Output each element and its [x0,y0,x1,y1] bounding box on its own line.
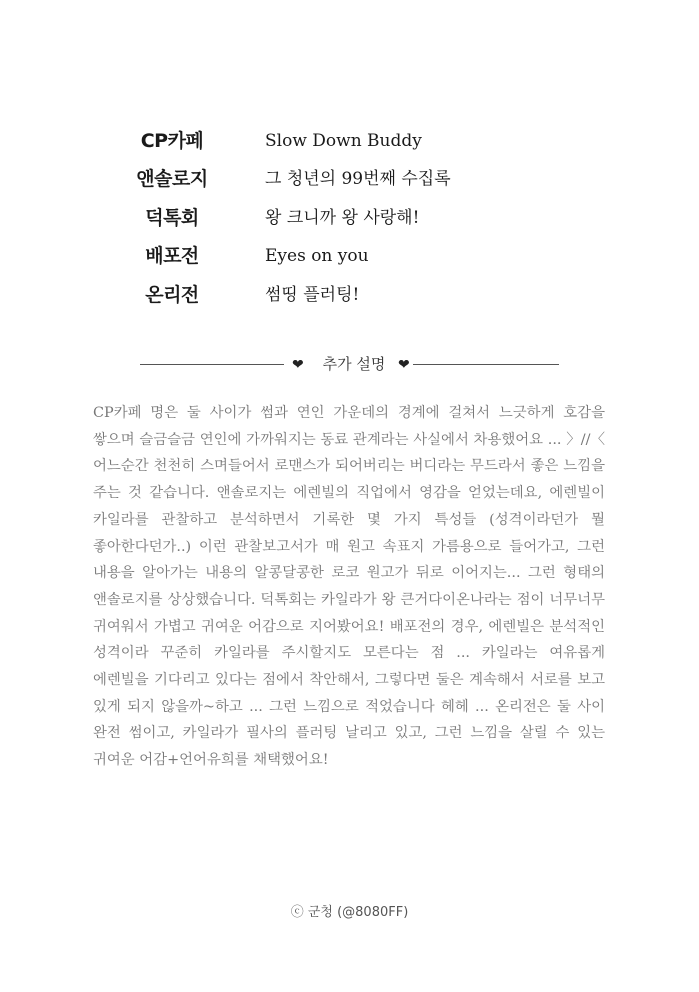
heart-icon: ❤ [292,357,304,373]
title-value: 왕 크니까 왕 사랑해! [265,208,420,228]
title-value: 썸띵 플러팅! [265,285,360,305]
title-key: 덕톡회 [145,207,199,229]
title-value: Slow Down Buddy [265,131,422,151]
title-value: Eyes on you [265,246,369,266]
title-row-distribution-event [0,239,699,277]
title-key: 앤솔로지 [136,168,208,190]
title-row-talk-event [0,201,699,239]
divider-line-left [140,364,284,365]
title-row-cp-cafe [0,124,699,162]
title-value: 그 청년의 99번째 수집록 [265,169,451,189]
copyright-footer: ⓒ 군청 (@8080FF) [290,905,409,920]
description-paragraph: CP카페 명은 둘 사이가 썸과 연인 가운데의 경계에 걸쳐서 느긋하게 호감을 쌓으며 슬금슬금 연인에 가까워지는 동료 관계라는 사실에서 차용했어요 ... 〉//〈 어느순간 천천히 스며들어서 로맨스가 되어버리는 버디라는 무드라서 좋은 느낌을 주는 것 같습니다. 앤솔로지는 에렌빌의 직업에서 영감을 얻었는데요, 에렌빌이 카일라를 관찰하고 분석하면서 기록한 몇 가지 특성들 (성격이라던가 뭘 좋아한다던가..) 이런 관찰보고서가 매 원고 속표지 가름용으로 들어가고, 그런 내용을 알아가는 내용의 알콩달콩한 로코 원고가 뒤로 이어지는... 그런 형태의 앤솔로지를 상상했습니다. 덕톡회는 카일라가 왕 큰거다이온나라는 점이 너무너무 귀여워서 가볍고 귀여운 어감으로 지어봤어요! 배포전의 경우, 에렌빌은 분석적인 성격이라 꾸준히 카일라를 주시할지도 모른다는 점 ... 카일라는 여유롭게 에렌빌을 기다리고 있다는 점에서 착안해서, 그렇다면 둘은 계속해서 서로를 보고 있게 되지 않을까~하고 ... 그런 느낌으로 적었습니다 헤헤 ... 온리전은 둘 사이 완전 썸이고, 카일라가 필사의 플러팅 날리고 있고, 그런 느낌을 살릴 수 있는 귀여운 어감+언어유희를 채택했어요! [93,405,605,769]
heart-icon: ❤ [398,357,410,373]
title-row-anthology [0,162,699,200]
title-key: CP카페 [140,130,204,152]
title-key: 배포전 [145,245,199,267]
section-heading: 추가 설명 [322,355,386,373]
divider-line-right [413,364,559,365]
title-row-only-event [0,278,699,316]
section-divider [0,351,699,379]
title-key: 온리전 [145,284,199,306]
